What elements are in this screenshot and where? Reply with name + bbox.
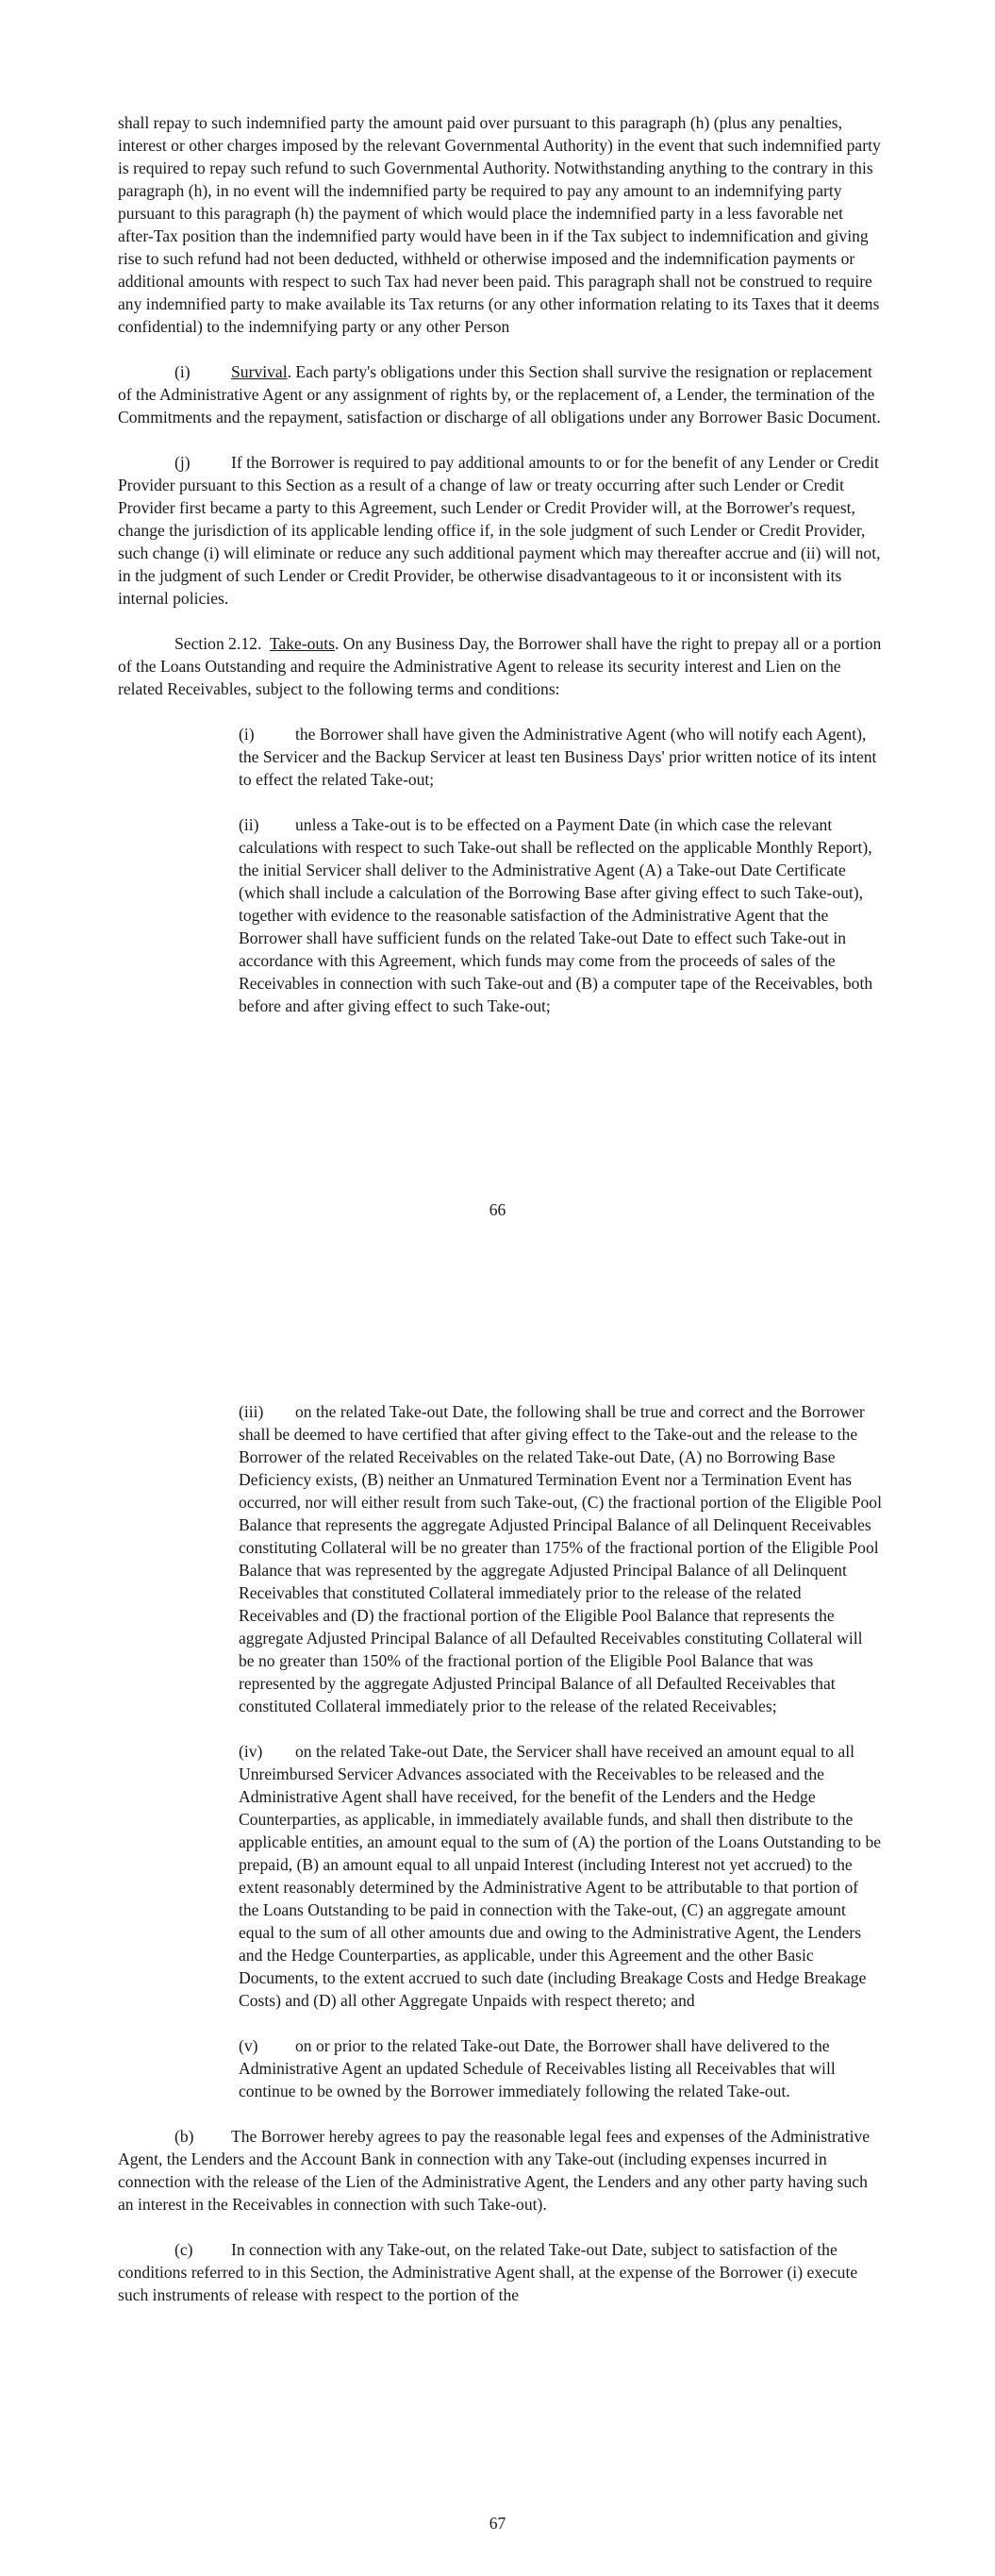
subclause-label: (i) xyxy=(239,725,255,744)
section-number: Section 2.12. xyxy=(174,634,262,653)
paragraph-j xyxy=(118,451,882,610)
subclause-label: (v) xyxy=(239,2036,258,2055)
page-67-body xyxy=(118,1400,882,2329)
subclause-iv xyxy=(239,1740,882,2012)
subclause-text: unless a Take-out is to be effected on a Payment Date (in which case the relevant calculations with respect to such Take-out shall be reflected on the applicable Monthly Report), the initial Servicer shall deliver to the Administrative Agent (A) a Take-out Date Certificate (which shall include a calculation of the Borrowing Base after giving effect to such Take-out), together with evidence to the reasonable satisfaction of the Administrative Agent that the Borrower shall have sufficient funds on the related Take-out Date to effect such Take-out in accordance with this Agreement, which funds may come from the proceeds of sales of the Receivables in connection with such Take-out and (B) a computer tape of the Receivables, both before and after giving effect to such Take-out; xyxy=(239,815,873,1015)
subclause-label: (iv) xyxy=(239,1742,263,1761)
paragraph-label: (i) xyxy=(174,362,191,381)
paragraph-text: In connection with any Take-out, on the related Take-out Date, subject to satisfaction of the conditions referred to in this Section, the Administrative Agent shall, at the expense of the Borrower (i) execute such instruments of release with respect to the portion of the xyxy=(118,2240,858,2304)
paragraph-label: (j) xyxy=(174,453,191,472)
page-number: 66 xyxy=(489,1200,506,1219)
paragraph-label: (c) xyxy=(174,2240,193,2259)
subclause-text: on the related Take-out Date, the Servicer shall have received an amount equal to all Unreimbursed Servicer Advances associated with the Receivables to be released and the Administrative Agent shall have received, for the benefit of the Lenders and the Hedge Counterparties, as applicable, in immediately available funds, and shall then distribute to the applicable entities, an amount equal to the sum of (A) the portion of the Loans Outstanding to be prepaid, (B) an amount equal to all unpaid Interest (including Interest not yet accrued) to the extent reasonably determined by the Administrative Agent to be attributable to that portion of the Loans Outstanding to be paid in connection with the Take-out, (C) an aggregate amount equal to the sum of all other amounts due and owing to the Administrative Agent, the Lenders and the Hedge Counterparties, as applicable, under this Agreement and the other Basic Documents, to the extent accrued to such date (including Breakage Costs and Hedge Breakage Costs) and (D) all other Aggregate Unpaids with respect thereto; and xyxy=(239,1742,882,2010)
subclause-i xyxy=(239,723,882,791)
section-text: . On any Business Day, the Borrower shall have the right to prepay all or a portion of the Loans Outstanding and require the Administrative Agent to release its security interest and Lien on the related Receivables, subject to the following terms and conditions: xyxy=(118,634,882,698)
subclause-iii xyxy=(239,1400,882,1717)
paragraph-b xyxy=(118,2125,882,2216)
section-2-12-take-outs xyxy=(118,632,882,700)
subclause-ii xyxy=(239,813,882,1017)
section-heading: Take-outs xyxy=(269,634,335,653)
subclause-v xyxy=(239,2034,882,2102)
subclause-label: (iii) xyxy=(239,1402,264,1421)
paragraph-text: If the Borrower is required to pay additional amounts to or for the benefit of any Lender or Credit Provider pursuant to this Section as a result of a change of law or treaty occurring after such Lender or Credit Provider first became a party to this Agreement, such Lender or Credit Provider will, at the Borrower's request, change the jurisdiction of its applicable lending office if, in the sole judgment of such Lender or Credit Provider, such change (i) will eliminate or reduce any such additional payment which may thereafter accrue and (ii) will not, in the judgment of such Lender or Credit Provider, be otherwise disadvantageous to it or inconsistent with its internal policies. xyxy=(118,453,881,608)
subclause-text: the Borrower shall have given the Administrative Agent (who will notify each Agent), the Servicer and the Backup Servicer at least ten Business Days' prior written notice of its intent to effect the related Take-out; xyxy=(239,725,877,789)
paragraph-text: The Borrower hereby agrees to pay the reasonable legal fees and expenses of the Administrative Agent, the Lenders and the Account Bank in connection with any Take-out (including expenses incurred in connection with the release of the Lien of the Administrative Agent, the Lenders and any other party having such an interest in the Receivables in connection with such Take-out). xyxy=(118,2127,871,2214)
page-66-body xyxy=(118,111,882,1040)
paragraph-label: (b) xyxy=(174,2127,194,2146)
paragraph-heading: Survival xyxy=(231,362,288,381)
page-67 xyxy=(0,1400,995,2576)
paragraph-h-continued: shall repay to such indemnified party the amount paid over pursuant to this paragraph (h) (plus any penalties, interest or other charges imposed by the relevant Governmental Authority) in the event that such indemnified party is required to repay such refund to such Governmental Authority. Notwithstanding anything to the contrary in this paragraph (h), in no event will the indemnified party be required to pay any amount to an indemnifying party pursuant to this paragraph (h) the payment of which would place the indemnified party in a less favorable net after-Tax position than the indemnified party would have been in if the Tax subject to indemnification and giving rise to such refund had not been deducted, withheld or otherwise imposed and the indemnification payments or additional amounts with respect to such Tax had never been paid. This paragraph shall not be construed to require any indemnified party to make available its Tax returns (or any other information relating to its Taxes that it deems confidential) to the indemnifying party or any other Person xyxy=(118,113,881,336)
page-number: 67 xyxy=(489,2514,506,2533)
paragraph-c xyxy=(118,2238,882,2306)
paragraph-i-survival xyxy=(118,360,882,428)
subclause-text: on the related Take-out Date, the following shall be true and correct and the Borrower shall be deemed to have certified that after giving effect to the Take-out and the release to the Borrower of the related Receivables on the related Take-out Date, (A) no Borrowing Base Deficiency exists, (B) neither an Unmatured Termination Event nor a Termination Event has occurred, nor will either result from such Take-out, (C) the fractional portion of the Eligible Pool Balance that represents the aggregate Adjusted Principal Balance of all Delinquent Receivables constituting Collateral will be no greater than 175% of the fractional portion of the Eligible Pool Balance that was represented by the aggregate Adjusted Principal Balance of all Delinquent Receivables that constituted Collateral immediately prior to the release of the related Receivables and (D) the fractional portion of the Eligible Pool Balance that represents the aggregate Adjusted Principal Balance of all Defaulted Receivables constituting Collateral will be no greater than 150% of the fractional portion of the Eligible Pool Balance that was represented by the aggregate Adjusted Principal Balance of all Defaulted Receivables that constituted Collateral immediately prior to the release of the related Receivables; xyxy=(239,1402,882,1715)
page-66 xyxy=(0,111,995,1234)
subclause-label: (ii) xyxy=(239,815,259,834)
subclause-text: on or prior to the related Take-out Date, the Borrower shall have delivered to the Administrative Agent an updated Schedule of Receivables listing all Receivables that will continue to be owned by the Borrower immediately following the related Take-out. xyxy=(239,2036,836,2100)
paragraph-text: . Each party's obligations under this Section shall survive the resignation or replacement of the Administrative Agent or any assignment of rights by, or the replacement of, a Lender, the termination of the Commitments and the repayment, satisfaction or discharge of all obligations under any Borrower Basic Document. xyxy=(118,362,881,427)
